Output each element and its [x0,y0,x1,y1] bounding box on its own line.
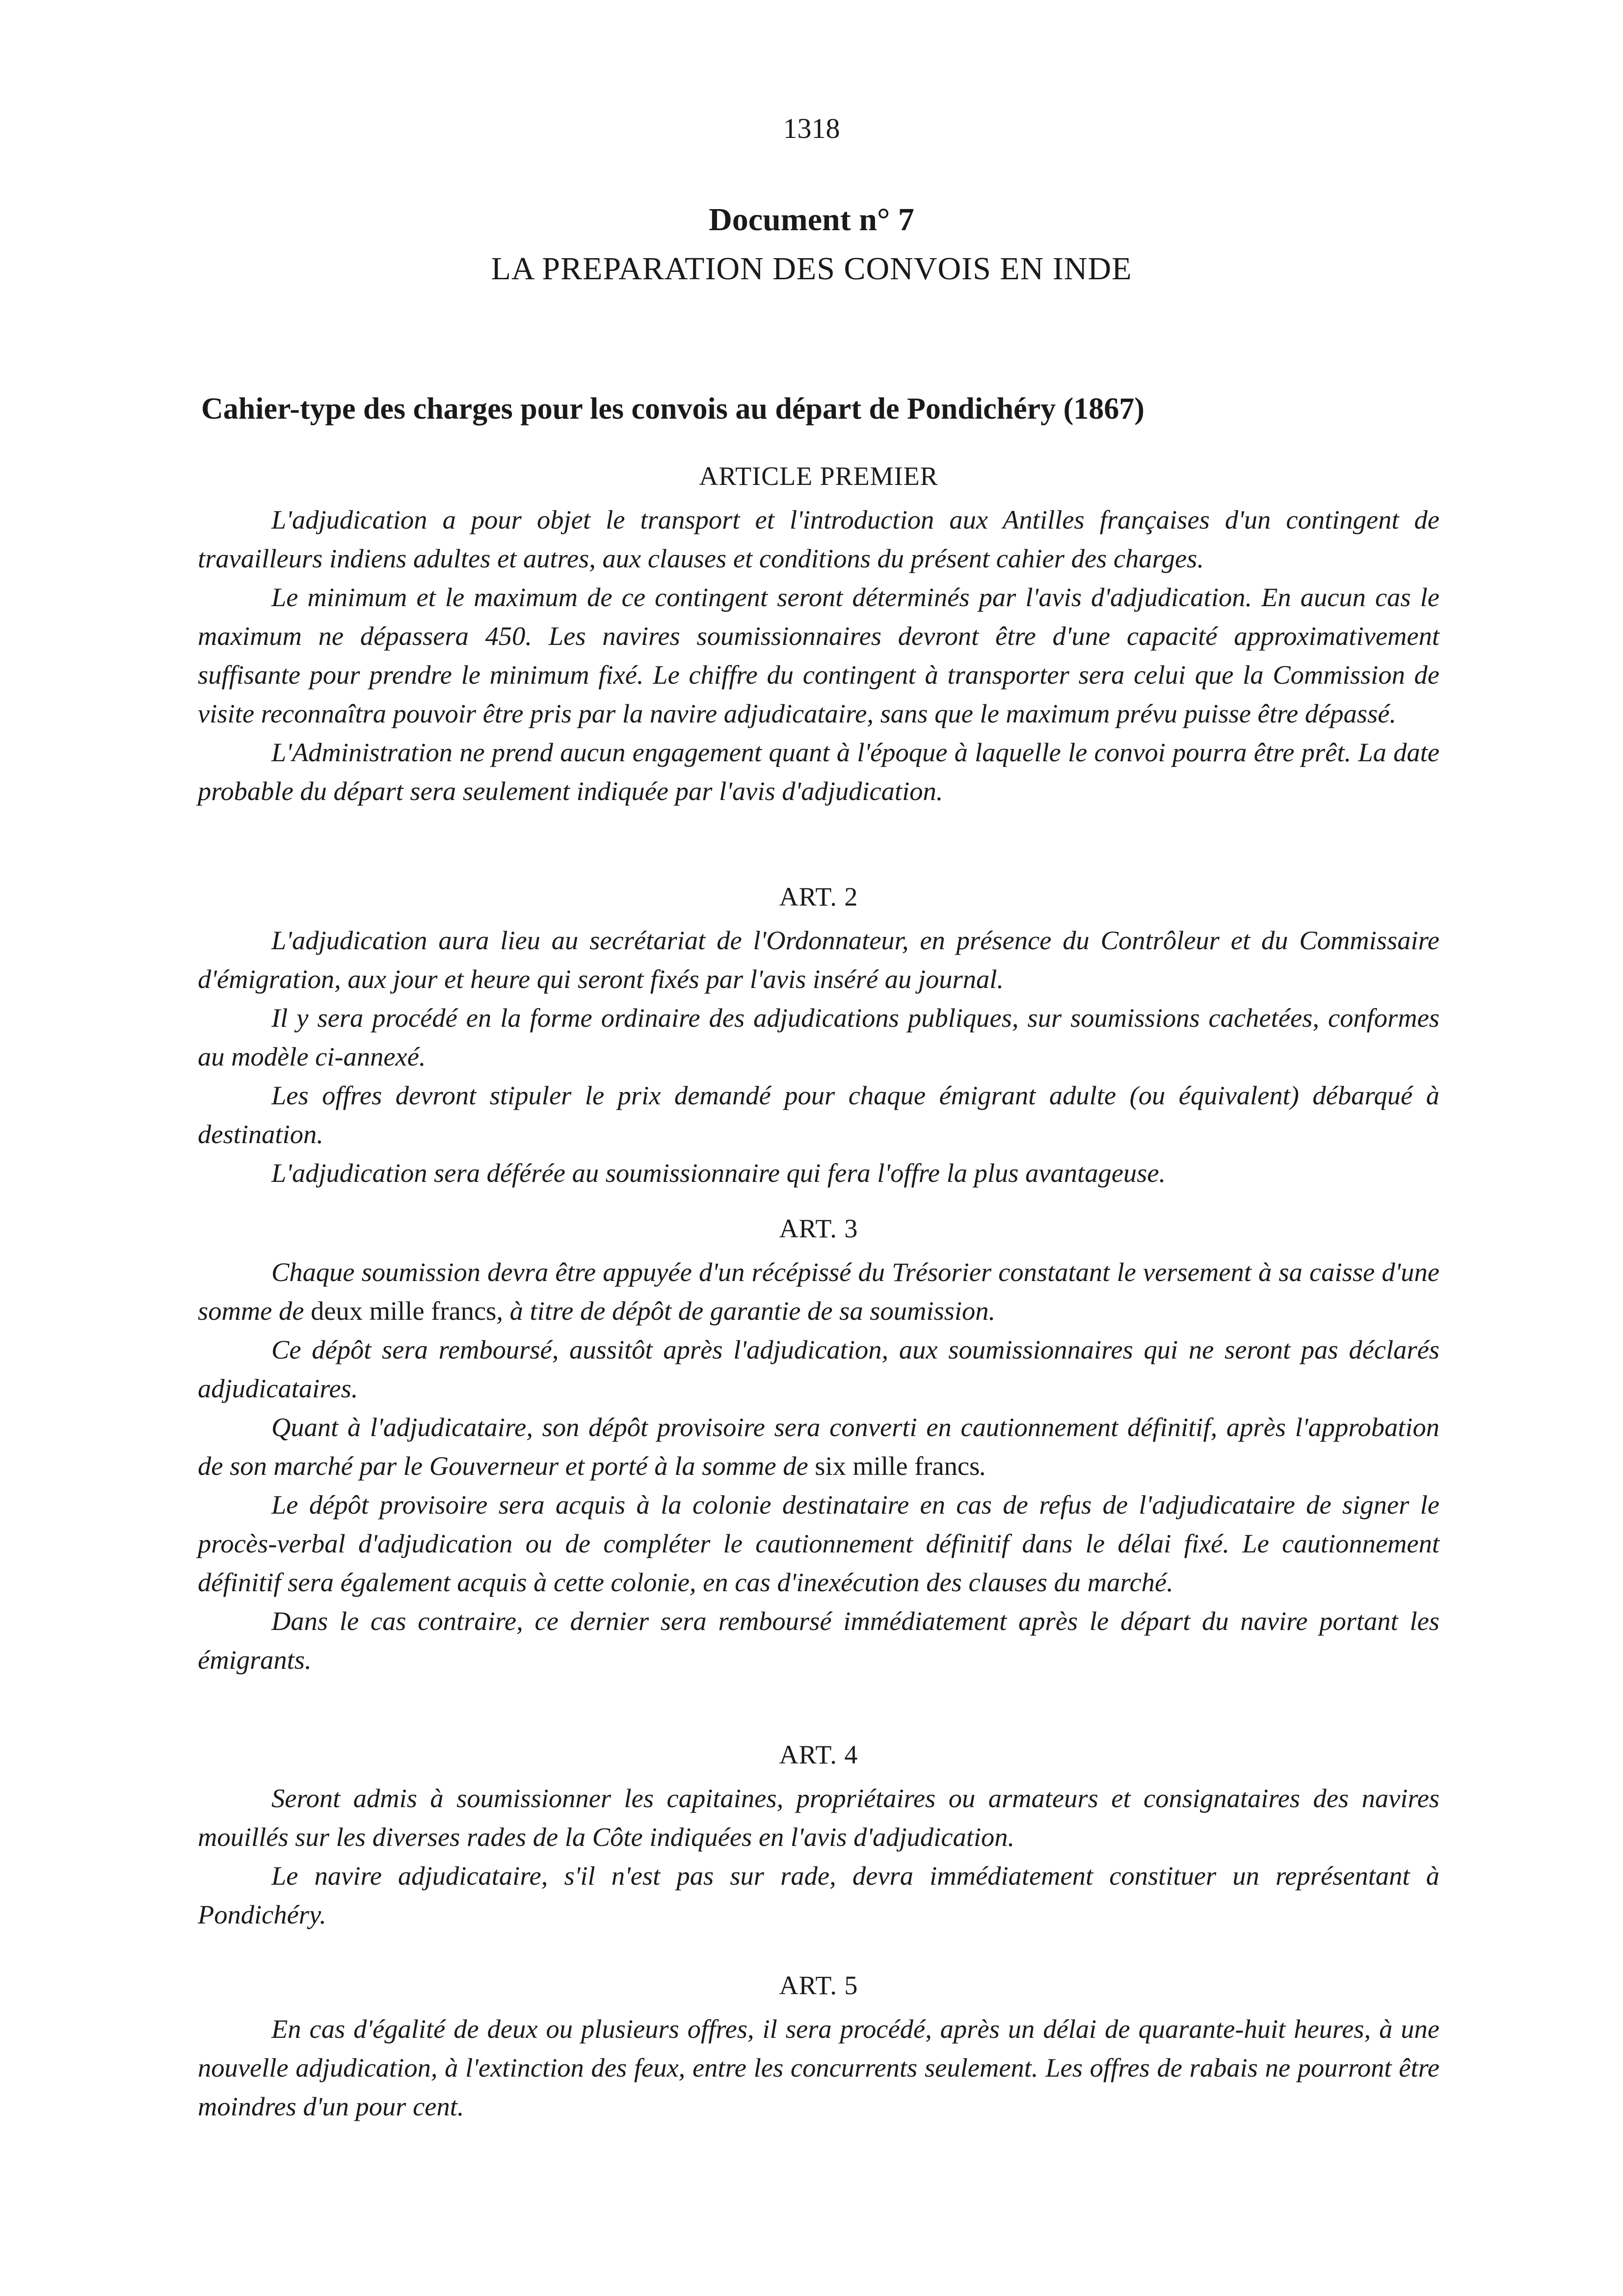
article-premier [198,459,1439,810]
article-heading: ART. 3 [779,1214,858,1243]
article-3 [198,1211,1439,1679]
paragraph-text: Chaque soumission devra être appuyée d'un récépissé du Trésorier constatant le versement à sa caisse d'une somme de [198,1257,1439,1326]
guarantee-amount: six mille francs [815,1451,980,1481]
article-paragraph: Le navire adjudicataire, s'il n'est pas sur rade, devra immédiatement constituer un représentant à Pondichéry. [198,1861,1439,1929]
article-paragraph: Dans le cas contraire, ce dernier sera remboursé immédiatement après le départ du navire portant les émigrants. [198,1606,1439,1675]
article-paragraph: Seront admis à soumissionner les capitaines, propriétaires ou armateurs et consignataires des navires mouillés sur les diverses rades de la Côte indiquées en l'avis d'adjudication. [198,1783,1439,1852]
page-number: 1318 [783,112,840,144]
article-5 [198,1968,1439,2126]
article-paragraph: Le dépôt provisoire sera acquis à la colonie destinataire en cas de refus de l'adjudicataire de signer le procès-verbal d'adjudication ou de compléter le cautionnement définitif dans le délai fixé. Le cautionnement définitif sera également acquis à cette colonie, en cas d'inexécution des clauses du marché. [198,1490,1439,1597]
article-paragraph: L'adjudication a pour objet le transport et l'introduction aux Antilles françaises d'un contingent de travailleurs indiens adultes et autres, aux clauses et conditions du présent cahier des charges. [198,505,1439,573]
article-paragraph: Il y sera procédé en la forme ordinaire des adjudications publiques, sur soumissions cachetées, conformes au modèle ci-annexé. [198,1003,1439,1071]
paragraph-text: , à titre de dépôt de garantie de sa soumission. [496,1296,996,1326]
paragraph-text: Quant à l'adjudicataire, son dépôt provisoire sera converti en cautionnement définitif, après l'approbation de son marché par le Gouverneur et porté à la somme de [198,1412,1439,1481]
article-heading: ART. 4 [779,1740,858,1769]
section-title: Cahier-type des charges pour les convois au départ de Pondichéry (1867) [201,392,1144,426]
article-heading: ART. 5 [779,1971,858,2000]
article-heading: ART. 2 [779,882,858,911]
paragraph-text: . [980,1451,986,1481]
article-paragraph: En cas d'égalité de deux ou plusieurs offres, il sera procédé, après un délai de quarante-huit heures, à une nouvelle adjudication, à l'extinction des feux, entre les concurrents seulement. Les offres de rabais ne pourront être moindres d'un pour cent. [198,2014,1439,2121]
article-paragraph: Ce dépôt sera remboursé, aussitôt après l'adjudication, aux soumissionnaires qui ne seront pas déclarés adjudicataires. [198,1335,1439,1403]
article-4 [198,1737,1439,1934]
article-paragraph [198,1253,1439,1330]
article-paragraph: L'Administration ne prend aucun engagement quant à l'époque à laquelle le convoi pourra être prêt. La date probable du départ sera seulement indiquée par l'avis d'adjudication. [198,737,1439,806]
article-paragraph: L'adjudication aura lieu au secrétariat de l'Ordonnateur, en présence du Contrôleur et du Commissaire d'émigration, aux jour et heure qui seront fixés par l'avis inséré au journal. [198,925,1439,994]
article-paragraph: Le minimum et le maximum de ce contingent seront déterminés par l'avis d'adjudication. En aucun cas le maximum ne dépassera 450. Les navires soumissionnaires devront être d'une capacité approximativement suffisante pour prendre le minimum fixé. Le chiffre du contingent à transporter sera celui que la Commission de visite reconnaîtra pouvoir être pris par la navire adjudicataire, sans que le maximum prévu puisse être dépassé. [198,582,1439,728]
article-paragraph: L'adjudication sera déférée au soumissionnaire qui fera l'offre la plus avantageuse. [271,1158,1166,1188]
article-2 [198,880,1439,1192]
deposit-amount: deux mille francs [311,1296,497,1326]
document-title: LA PREPARATION DES CONVOIS EN INDE [491,251,1132,287]
article-paragraph: Les offres devront stipuler le prix demandé pour chaque émigrant adulte (ou équivalent) débarqué à destination. [198,1080,1439,1149]
article-heading: ARTICLE PREMIER [699,461,938,491]
document-heading: Document n° 7 [709,202,914,238]
article-paragraph [198,1408,1439,1485]
